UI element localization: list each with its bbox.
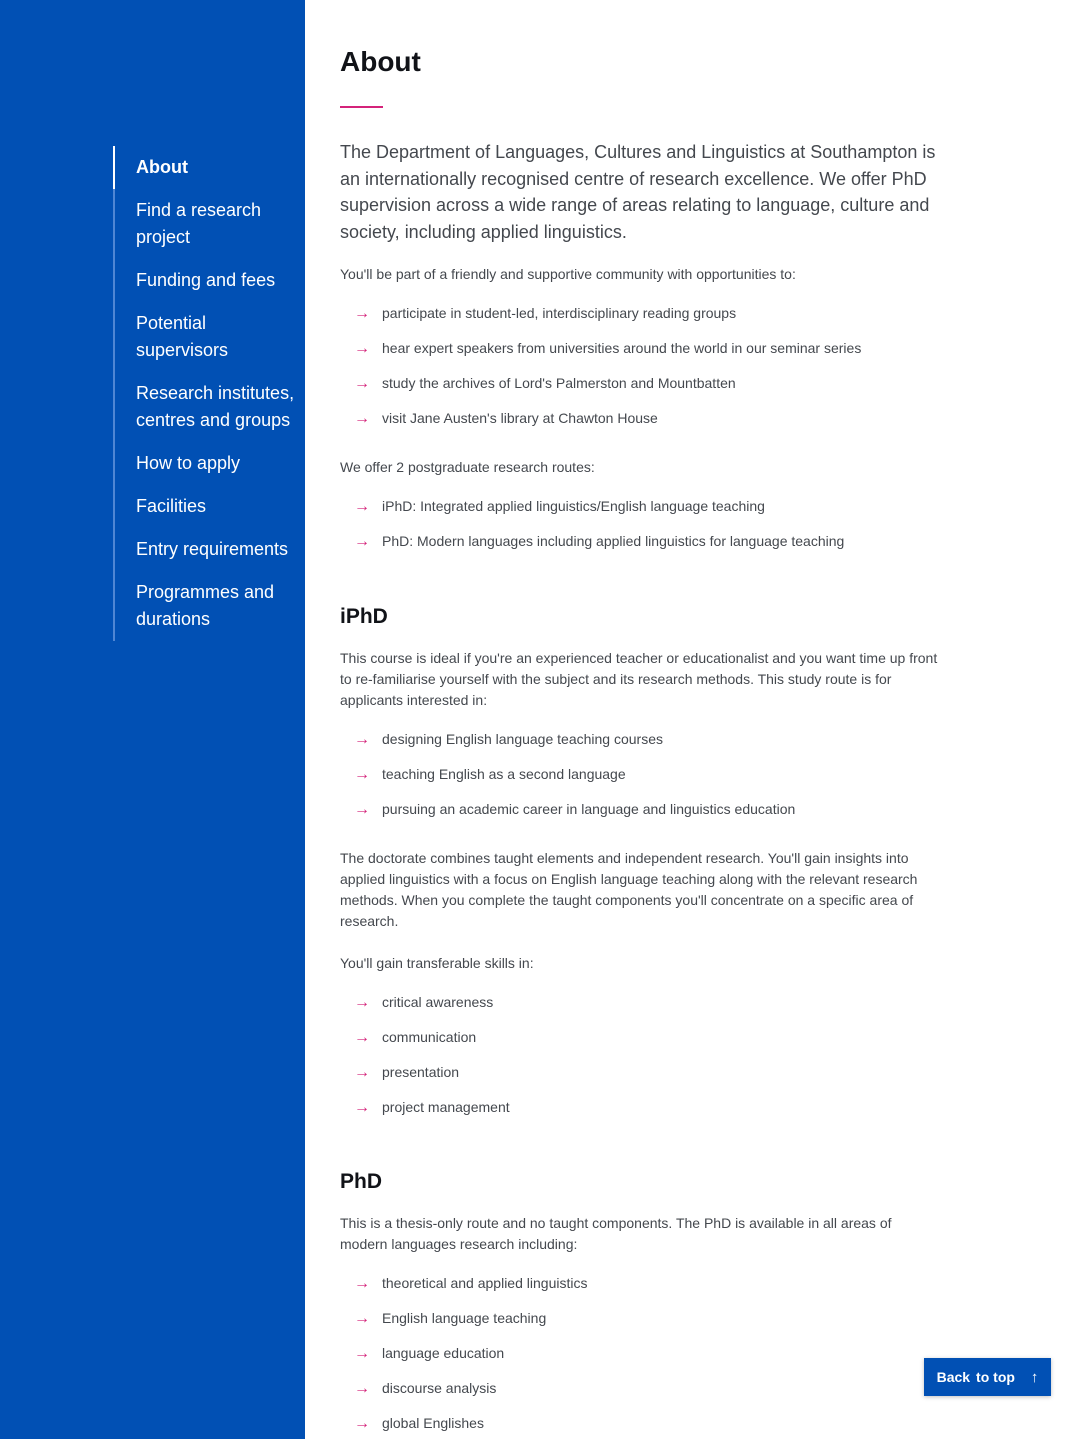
sidebar-item-research-institutes[interactable]: Research institutes, centres and groups (136, 383, 295, 430)
back-to-top-label-1: Back (936, 1369, 971, 1385)
list-item (340, 992, 940, 1013)
list-item-text: hear expert speakers from universities around the world in our seminar series (382, 340, 862, 356)
list-item (340, 1343, 940, 1364)
list-item (340, 1413, 940, 1434)
page-title: About (340, 46, 421, 77)
sidebar-item-facilities[interactable]: Facilities (136, 496, 207, 516)
list-item-text: global Englishes (382, 1415, 484, 1431)
list-item-text: communication (382, 1029, 477, 1045)
arrow-right-icon: → (354, 1310, 370, 1327)
list-item-text: discourse analysis (382, 1380, 497, 1396)
list-item (340, 799, 940, 820)
list-item-text: presentation (382, 1064, 460, 1080)
sidebar-item-find-a-research-project[interactable]: Find a research project (136, 200, 262, 247)
list-item-text: participate in student-led, interdisciplinary reading groups (382, 305, 737, 321)
arrow-up-icon: ↑ (1030, 1368, 1039, 1386)
sidebar-item-about[interactable]: About (115, 146, 295, 189)
list-item (340, 408, 940, 429)
arrow-right-icon: → (354, 533, 370, 550)
list-item (340, 338, 940, 359)
arrow-right-icon: → (354, 801, 370, 818)
back-to-top-label-2: to top (976, 1369, 1015, 1385)
sidebar-item-programmes-and-durations[interactable]: Programmes and durations (136, 582, 275, 629)
content-body (340, 264, 940, 1434)
arrow-right-icon: → (354, 1275, 370, 1292)
list-item-text: visit Jane Austen's library at Chawton House (382, 410, 658, 426)
community-intro: You'll be part of a friendly and supportive community with opportunities to: (340, 266, 796, 282)
list-item-text: iPhD: Integrated applied linguistics/English language teaching (382, 498, 765, 514)
list-item-text: PhD: Modern languages including applied linguistics for language teaching (382, 533, 845, 549)
sidebar (0, 0, 305, 1439)
arrow-right-icon: → (354, 731, 370, 748)
community-list (340, 303, 940, 429)
arrow-right-icon: → (354, 1099, 370, 1116)
skills-list (340, 992, 940, 1118)
iphd-list (340, 729, 940, 820)
list-item (340, 729, 940, 750)
sidebar-item-how-to-apply[interactable]: How to apply (136, 453, 241, 473)
arrow-right-icon: → (354, 498, 370, 515)
list-item-text: theoretical and applied linguistics (382, 1275, 588, 1291)
list-item-text: teaching English as a second language (382, 766, 626, 782)
list-item (340, 531, 940, 552)
arrow-right-icon: → (354, 410, 370, 427)
list-item (340, 1273, 940, 1294)
arrow-right-icon: → (354, 1064, 370, 1081)
phd-heading: PhD (340, 1170, 382, 1193)
lead-paragraph: The Department of Languages, Cultures and Linguistics at Southampton is an internationally recognised centre of research excellence. We offer PhD supervision across a wide range of areas relating to language, culture and society, including applied linguistics. (340, 142, 936, 242)
list-item (340, 1062, 940, 1083)
phd-list (340, 1273, 940, 1434)
title-accent-rule (340, 106, 383, 108)
list-item (340, 1378, 940, 1399)
list-item-text: project management (382, 1099, 510, 1115)
list-item (340, 303, 940, 324)
skills-intro: You'll gain transferable skills in: (340, 955, 534, 971)
list-item (340, 373, 940, 394)
arrow-right-icon: → (354, 305, 370, 322)
list-item (340, 764, 940, 785)
list-item (340, 1027, 940, 1048)
iphd-heading: iPhD (340, 605, 388, 628)
phd-intro: This is a thesis-only route and no taught components. The PhD is available in all areas of modern languages research including: (340, 1215, 892, 1252)
list-item-text: language education (382, 1345, 505, 1361)
side-nav (113, 146, 295, 641)
sidebar-item-funding-and-fees[interactable]: Funding and fees (136, 270, 276, 290)
list-item-text: designing English language teaching courses (382, 731, 663, 747)
iphd-intro: This course is ideal if you're an experienced teacher or educationalist and you want time up front to re-familiarise yourself with the subject and its research methods. This study route is for applicants interested in: (340, 650, 938, 708)
list-item (340, 1097, 940, 1118)
arrow-right-icon: → (354, 1345, 370, 1362)
routes-list (340, 496, 940, 552)
list-item-text: critical awareness (382, 994, 494, 1010)
sidebar-item-potential-supervisors[interactable]: Potential supervisors (136, 313, 229, 360)
list-item (340, 496, 940, 517)
list-item-text: English language teaching (382, 1310, 547, 1326)
back-to-top-button[interactable] (924, 1358, 1051, 1396)
list-item (340, 1308, 940, 1329)
sidebar-item-entry-requirements[interactable]: Entry requirements (136, 539, 289, 559)
list-item-text: pursuing an academic career in language and linguistics education (382, 801, 796, 817)
arrow-right-icon: → (354, 1415, 370, 1432)
arrow-right-icon: → (354, 340, 370, 357)
routes-intro: We offer 2 postgraduate research routes: (340, 459, 595, 475)
arrow-right-icon: → (354, 994, 370, 1011)
list-item-text: study the archives of Lord's Palmerston and Mountbatten (382, 375, 736, 391)
doctorate-paragraph: The doctorate combines taught elements and independent research. You'll gain insights into applied linguistics with a focus on English language teaching along with the relevant research methods. When you complete the taught components you'll concentrate on a specific area of research. (340, 850, 918, 929)
arrow-right-icon: → (354, 1380, 370, 1397)
arrow-right-icon: → (354, 766, 370, 783)
arrow-right-icon: → (354, 375, 370, 392)
arrow-right-icon: → (354, 1029, 370, 1046)
